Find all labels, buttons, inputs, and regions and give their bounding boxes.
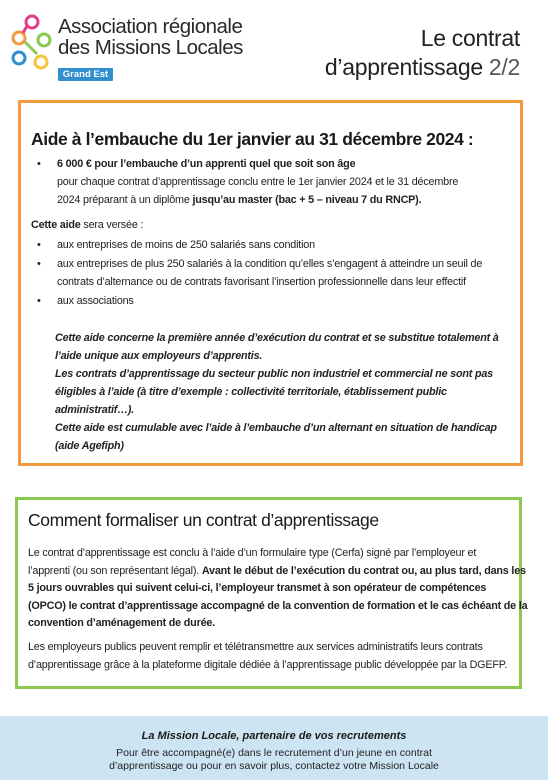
aid-amount-line3-bold: jusqu’au master (bac + 5 – niveau 7 du RNCP). [192,194,422,206]
logo-icon [8,12,56,84]
bullet-icon: • [37,258,41,270]
formalize-paragraph-2 [28,638,507,674]
hiring-aid-box [18,100,523,466]
recipient-text: aux entreprises de plus 250 salariés à la condition qu’elles s’engagent à atteindre un seuil de [57,258,483,270]
aid-note-line: Cette aide est cumulable avec l’aide à l’embauche d’un alternant en situation de handicap [55,422,497,434]
formalize-p2-line1: Les employeurs publics peuvent remplir et télétransmettre aux services administratifs leurs contrats [28,641,483,653]
formalize-p1-line4: (OPCO) le contrat d’apprentissage accompagné de la convention de formation et le cas échéant de la [28,599,528,612]
aid-amount-line3 [57,191,421,209]
aid-amount-line3-pre: 2024 préparant à un diplôme [57,194,193,206]
bullet-icon: • [37,239,41,251]
formalize-p1-line3: 5 jours ouvrables qui suivent celui-ci, l’employeur transmet à son opérateur de compétences [28,582,487,594]
aid-paid-intro [31,216,143,234]
formalize-p1-line1: Le contrat d’apprentissage est conclu à l’aide d’un formulaire type (Cerfa) signé par l’employeur et [28,547,477,559]
aid-note-line: (aide Agefiph) [55,440,124,452]
page-number: 2/2 [488,54,520,80]
formalize-p1-line2-pre: l’apprenti (ou son représentant légal). [28,564,202,577]
page-title [325,24,520,82]
aid-notes [55,329,499,455]
footer-line2: d’apprentissage ou pour en savoir plus, contactez votre Mission Locale [109,760,439,772]
org-name-line2: des Missions Locales [58,36,243,59]
footer-body [0,747,548,773]
footer-line1: Pour être accompagné(e) dans le recrutement d’un jeune en contrat [116,747,432,759]
recipient-text: aux associations [57,295,134,307]
recipient-text: aux entreprises de moins de 250 salariés sans condition [57,239,315,251]
organization-name [58,16,243,58]
org-name-line1: Association régionale [58,15,243,38]
aid-note-line: l’aide unique aux employeurs d’apprentis. [55,350,263,362]
aid-amount-text: 6 000 € pour l’embauche d’un apprenti quel que soit son âge [57,158,356,170]
page-title-line1: Le contrat [420,25,520,51]
hiring-aid-heading: Aide à l’embauche du 1er janvier au 31 décembre 2024 : [31,129,474,149]
formalize-paragraph-1 [28,545,527,633]
formalize-p2-line2: d’apprentissage grâce à la plateforme digitale dédiée à l’apprentissage public développée par la DGEFP. [28,659,508,671]
aid-note-line: administratif…). [55,404,134,416]
page-title-line2: d’apprentissage [324,54,483,80]
aid-note-line: éligibles à l’aide (à titre d’exemple : collectivité territoriale, établissement public [55,386,447,398]
region-badge: Grand Est [58,68,113,81]
aid-paid-intro-bold: Cette aide [31,219,81,231]
aid-note-line: Cette aide concerne la première année d’exécution du contrat et se substitue totalement à [55,332,499,344]
formalize-contract-box [15,497,528,689]
formalize-p1-line2 [28,563,527,581]
footer-title: La Mission Locale, partenaire de vos recrutements [141,730,407,742]
recipient-text-cont: contrats d’alternance ou de contrats favorisant l’insertion professionnelle dans leur effectif [57,276,466,288]
footer-banner [0,716,548,780]
bullet-icon: • [37,295,41,307]
aid-note-line: Les contrats d’apprentissage du secteur public non industriel et commercial ne sont pas [55,368,493,380]
aid-paid-intro-rest: sera versée : [80,219,144,231]
formalize-heading: Comment formaliser un contrat d’apprentissage [28,510,379,530]
formalize-p1-line5: convention d’aménagement de durée. [28,617,215,629]
aid-amount-line2: pour chaque contrat d’apprentissage conclu entre le 1er janvier 2024 et le 31 décembre [57,176,459,188]
formalize-p1-line2-bold: Avant le début de l’exécution du contrat ou, au plus tard, dans les [201,564,526,577]
bullet-icon: • [37,158,41,170]
